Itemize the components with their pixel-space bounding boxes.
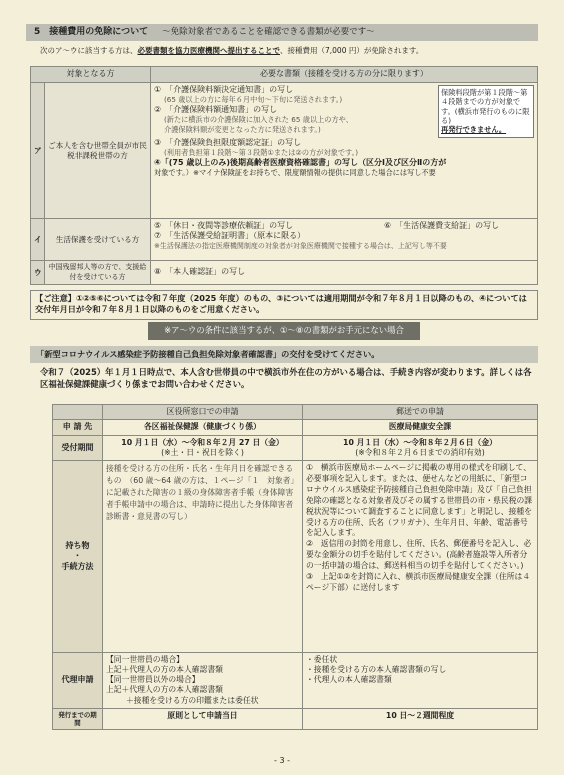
items-label-3: 手続方法 [61,561,94,571]
col-ward-header: 区役所窓口での申請 [103,405,303,420]
doc-1-sub: (65 歳以上の方に毎年６月中旬～下旬に発送されます。) [164,95,343,105]
application-table [52,404,538,730]
period-ward-2: (※土・日・祝日を除く) [161,447,244,457]
covid-cert-heading: 「新型コロナウイルス感染症予防接種自己負担免除対象者確認書」の交付を受けてください。 [30,346,538,363]
doc-4-line2: 対象です。）※マイナ保険証をお持ちで、限度額情報の提供に同意した場合には写し不要 [154,167,436,177]
doc-6: ⑥ 「生活保護費支給証」の写し [384,221,500,230]
row-mark-b: イ [31,219,45,261]
period-mail-2: (※令和８年２月６日までの消印有効) [355,447,485,457]
doc-4-line1: ④「(75 歳以上のみ)後期高齢者医療資格確認書」の写し（区分Ⅰ及び区分Ⅱの方が [154,157,447,167]
col-docs-header: 必要な書類（接種を受ける方の分に限ります） [151,67,538,83]
row-docs-c [151,261,538,285]
proxy-mail-1: ・委任状 [306,655,338,665]
covid-cert-paragraph: 令和７（2025）年１月１日時点で、本人含む世帯員の中で横浜市外在住の方がいる場合は、手続き内容が変わります。詳しくは各区福祉保健課健康づくり係までお問い合わせください。 [40,367,532,390]
issue-mail: 10 日～２週間程度 [303,708,538,730]
items-ward: 接種を受ける方の住所・氏名・生年月日を確認できるもの （60 歳～64 歳の方は、１ページ「１ 対象者」に記載された障害の１級の身体障害者手帳（身体障害者手帳申請中の場合は、申請時に提出した身体障害者診断書・意見書の写し） [103,461,303,653]
intro-post: 、接種費用（7,000 円）が免除されます。 [280,46,424,55]
dest-ward: 各区福祉保健課（健康づくり係） [103,420,303,435]
proxy-ward [103,653,303,709]
doc-3: ③ 「介護保険負担限度額認定証」の写し [154,137,302,147]
doc-2-sub2: 介護保険料額が変更となった方に発送されます。) [164,124,321,134]
issue-label: 発行までの期間 [53,708,103,730]
side-note-1: 保険料段階が第１段階～第４段階までの方が対象です。(横浜市発行のものに限る) [441,88,530,126]
items-label-2: ・ [73,551,82,561]
doc-2: ② 「介護保険料額通知書」の写し [154,104,278,114]
row-target-c: 中国残留邦人等の方で、支援給付を受けている方 [45,261,151,285]
row-docs-a [151,83,538,219]
proxy-ward-2: 上記＋代理人の方の本人確認書類 [106,665,223,675]
section-title: 5 接種費用の免除について [34,26,149,37]
mail-step-2: ② 返信用の封筒を用意し、住所、氏名、郵便番号を記入し、必要な金額分の切手を貼付してください。(高齢者施設等入所者分の一括申請の場合は、郵送料相当の切手を貼付してください。) [306,539,532,571]
doc-1: ① 「介護保険料額決定通知書」の写し [154,85,294,94]
eligibility-table [30,66,538,285]
period-ward-1: 10 月１日（水）～令和８年２月 27 日（金） [121,437,284,447]
items-label [53,461,103,653]
items-mail [303,461,538,653]
side-note-2: 再発行できません。 [441,125,507,135]
period-ward [103,435,303,460]
row-docs-b [151,219,538,261]
proxy-ward-4: 上記＋代理人の方の本人確認書類 [106,685,223,695]
proxy-mail-3: ・代理人の本人確認書類 [306,675,392,685]
row-target-a: ご本人を含む世帯全員が市民税非課税世帯の方 [45,83,151,219]
intro-text [40,46,540,56]
row-mark-c: ウ [31,261,45,285]
mail-step-1: ① 横浜市医療局ホームページに掲載の専用の様式を印刷して、必要事項を記入します。または、便せんなどの用紙に、「新型コロナウイルス感染症予防接種自己負担免除申請」及び「自己負担免除の確認となる対象者及びその属する世帯員の市・県民税の課税状況等について調査することに同意します」と明記し、接種を受ける方の住所、氏名（フリガナ）、生年月日、年齢、電話番号を記入します。 [306,463,533,538]
col-mail-header: 郵送での申請 [303,405,538,420]
issue-ward: 原則として申請当日 [103,708,303,730]
proxy-ward-1: 【同一世帯員の場合】 [106,655,184,665]
row-mark-a: ア [31,83,45,219]
intro-pre: 次のア～ウに該当する方は、 [40,46,138,55]
caution-box: 【ご注意】①②⑤⑥については令和７年度（2025 年度）のもの、③については適用期間が令和７年８月１日以降のもの、④については交付年月日が令和７年８月１日以降のものをご用意ください。 [30,290,538,320]
doc-b-note: ※生活保護法の指定医療機関制度の対象者が対象医療機関で接種する場合は、上記写し等不要 [154,241,447,250]
proxy-label: 代理申請 [53,653,103,709]
blank-corner [53,405,103,420]
period-mail [303,435,538,460]
proxy-ward-5: ＋接種を受ける方の印鑑または委任状 [126,695,259,705]
row-target-b: 生活保護を受けている方 [45,219,151,261]
doc-2-sub1: (新たに横浜市の介護保険に加入された 65 歳以上の方や、 [164,115,353,125]
dest-mail: 医療局健康安全課 [303,420,538,435]
section-header [26,24,538,41]
period-label: 受付期間 [53,435,103,460]
doc-3-sub: (利用者負担第１段階～第３段階①または②の方が対象です。) [164,148,359,158]
col-target-header: 対象となる方 [31,67,151,83]
mail-step-3: ③ 上記①②を封筒に入れ、横浜市医療局健康安全課（住所は４ページ下部）に送付します [306,572,531,592]
doc-8: ⑧ 「本人確認証」の写し [154,267,246,277]
side-note-box [438,85,534,138]
proxy-mail [303,653,538,709]
period-mail-1: 10 月１日（水）～令和８年２月６日（金） [343,437,497,447]
no-documents-text: ※ア～ウの条件に該当するが、①～⑧の書類がお手元にない場合 [148,322,420,340]
items-label-1: 持ち物 [65,540,90,550]
proxy-mail-2: ・接種を受ける方の本人確認書類の写し [306,665,447,675]
proxy-ward-3: 【同一世帯員以外の場合】 [106,675,200,685]
dest-label: 申 請 先 [53,420,103,435]
no-documents-banner [30,322,538,340]
page-number: - 3 - [274,756,290,765]
doc-7: ⑦ 「生活保護受給証明書」（原本に限る） [154,231,306,241]
section-subtitle: ～免除対象者であることを確認できる書類が必要です～ [162,26,375,37]
intro-bold: 必要書類を協力医療機関へ提出することで [137,46,280,55]
doc-5: ⑤ 「休日・夜間等診療依頼証」の写し [154,221,294,230]
